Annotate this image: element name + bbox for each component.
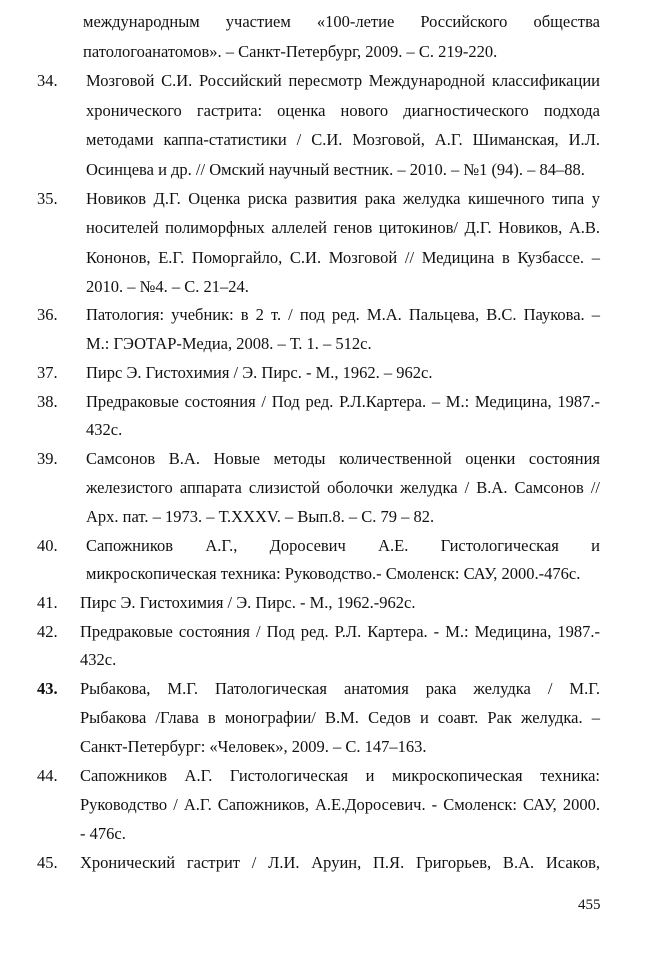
reference-number: 38. (37, 392, 58, 411)
reference-text-line: железистого аппарата слизистой оболочки желудка / В.А. Самсонов // (86, 478, 600, 497)
reference-text-line: международным участием «100-летие Российского общества (83, 12, 600, 31)
reference-number: 34. (37, 71, 58, 90)
reference-text-line: Рыбакова, М.Г. Патологическая анатомия рака желудка / М.Г. (80, 679, 600, 698)
reference-text-line: Пирс Э. Гистохимия / Э. Пирс. - М., 1962.-962с. (80, 593, 416, 612)
reference-text-line: Новиков Д.Г. Оценка риска развития рака желудка кишечного типа у (86, 189, 600, 208)
reference-number: 43. (37, 679, 58, 698)
reference-text-line: Самсонов В.А. Новые методы количественной оценки состояния (86, 449, 600, 468)
reference-number: 44. (37, 766, 58, 785)
reference-text-line: 432с. (86, 420, 123, 439)
reference-number: 41. (37, 593, 58, 612)
reference-text-line: методами каппа-статистики / С.И. Мозговой, А.Г. Шиманская, И.Л. (86, 130, 600, 149)
reference-number: 42. (37, 622, 58, 641)
reference-text-line: Сапожников А.Г. Гистологическая и микроскопическая техника: (80, 766, 600, 785)
reference-text-line: 2010. – №4. – С. 21–24. (86, 277, 249, 296)
reference-text-line: 432с. (80, 650, 117, 669)
reference-text-line: М.: ГЭОТАР-Медиа, 2008. – Т. 1. – 512с. (86, 334, 372, 353)
reference-text-line: Руководство / А.Г. Сапожников, А.Е.Доросевич. - Смоленск: САУ, 2000. (80, 795, 600, 814)
reference-number: 35. (37, 189, 58, 208)
reference-text-line: Хронический гастрит / Л.И. Аруин, П.Я. Григорьев, В.А. Исаков, (80, 853, 600, 872)
page-number: 455 (578, 897, 601, 913)
reference-text-line: Предраковые состояния / Под ред. Р.Л.Картера. – М.: Медицина, 1987.- (86, 392, 600, 411)
reference-text-line: Пирс Э. Гистохимия / Э. Пирс. - М., 1962. – 962с. (86, 363, 433, 382)
reference-text-line: Осинцева и др. // Омский научный вестник. – 2010. – №1 (94). – 84–88. (86, 160, 585, 179)
reference-text-line: микроскопическая техника: Руководство.- Смоленск: САУ, 2000.-476с. (86, 564, 581, 583)
reference-text-line: патологоанатомов». – Санкт-Петербург, 2009. – С. 219-220. (83, 42, 498, 61)
reference-number: 45. (37, 853, 58, 872)
reference-text-line: Кононов, Е.Г. Поморгайло, С.И. Мозговой // Медицина в Кузбассе. – (86, 248, 600, 267)
reference-text-line: Санкт-Петербург: «Человек», 2009. – С. 147–163. (80, 737, 427, 756)
reference-text-line: Арх. пат. – 1973. – Т.XXXV. – Вып.8. – С. 79 – 82. (86, 507, 435, 526)
reference-text-line: - 476с. (80, 824, 126, 843)
reference-text-line: Сапожников А.Г., Доросевич А.Е. Гистологическая и (86, 536, 600, 555)
reference-text-line: Предраковые состояния / Под ред. Р.Л. Картера. - М.: Медицина, 1987.- (80, 622, 600, 641)
reference-number: 36. (37, 305, 58, 324)
reference-number: 39. (37, 449, 58, 468)
reference-number: 40. (37, 536, 58, 555)
reference-text-line: носителей полиморфных аллелей генов цитокинов/ Д.Г. Новиков, А.В. (86, 218, 600, 237)
reference-text-line: хронического гастрита: оценка нового диагностического подхода (86, 101, 600, 120)
reference-number: 37. (37, 363, 58, 382)
reference-text-line: Мозговой С.И. Российский пересмотр Международной классификации (86, 71, 600, 90)
reference-text-line: Патология: учебник: в 2 т. / под ред. М.А. Пальцева, В.С. Паукова. – (86, 305, 600, 324)
reference-text-line: Рыбакова /Глава в монографии/ В.М. Седов и соавт. Рак желудка. – (80, 708, 600, 727)
